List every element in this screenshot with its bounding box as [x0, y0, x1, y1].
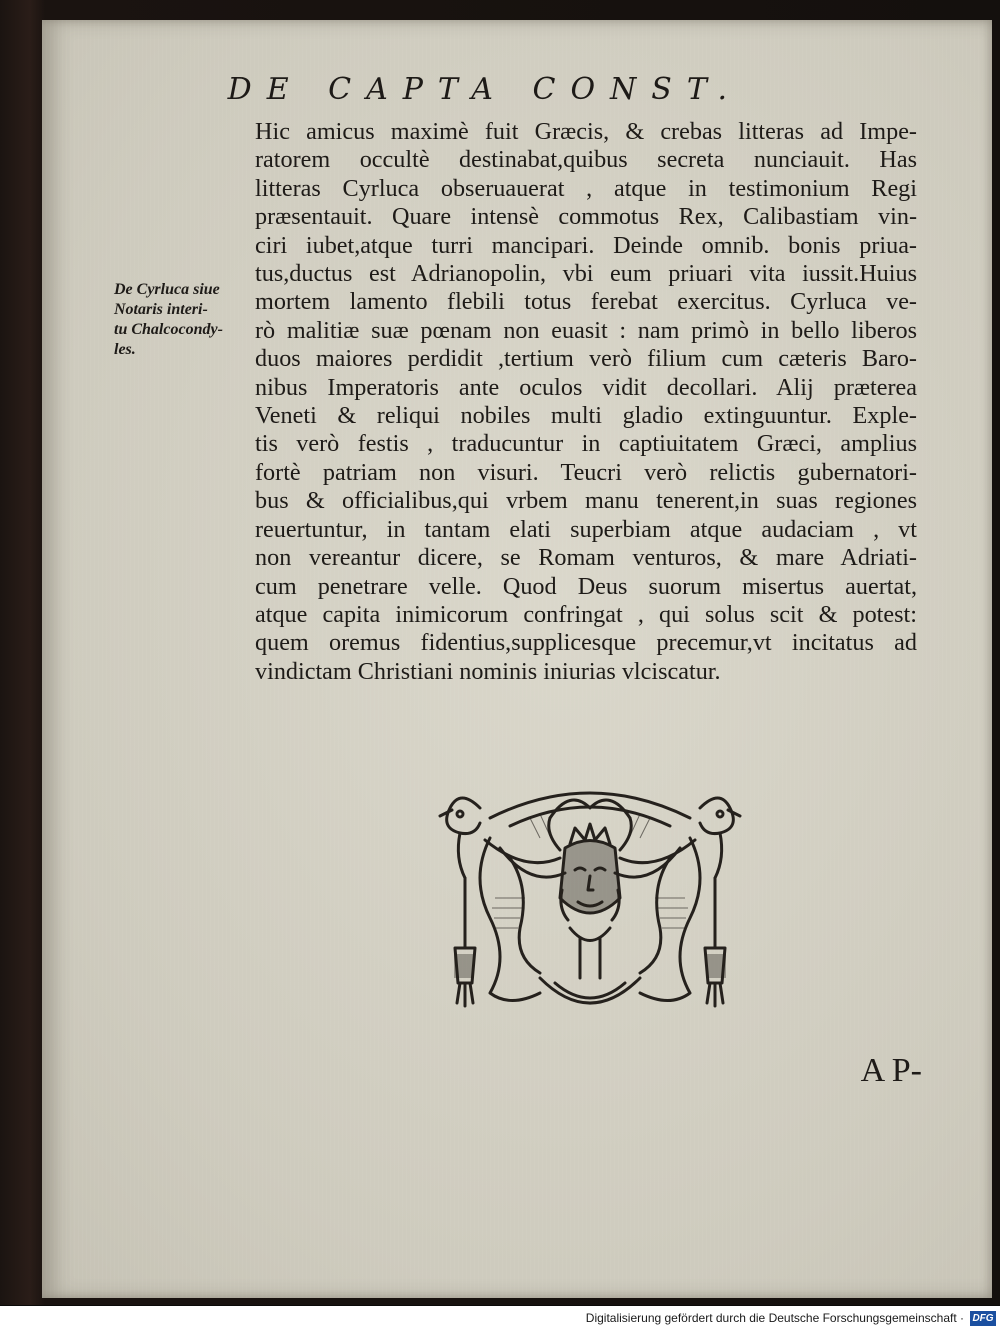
marginal-note-line: les. — [114, 341, 136, 358]
text-line: fortè patriam non visuri. Teucri verò relictis gubernatori- — [255, 458, 917, 486]
text-line: vindictam Christiani nominis iniurias vlciscatur. — [255, 657, 721, 685]
text-line: atque capita inimicorum confringat , qui solus scit & potest: — [255, 600, 917, 628]
text-line: duos maiores perdidit ,tertium verò filium cum cæteris Baro- — [255, 345, 917, 373]
funding-note: Digitalisierung gefördert durch die Deutsche Forschungsgemeinschaft · — [585, 1311, 964, 1325]
marginal-note-line: Notaris interi- — [114, 301, 208, 318]
text-line: bus & officialibus,qui vrbem manu tenerent,in suas regiones — [255, 487, 917, 515]
text-line: tus,ductus est Adrianopolin, vbi eum priuari vita iussit.Huius — [255, 260, 917, 288]
text-line: nibus Imperatoris ante oculos vidit decollari. Alij præterea — [255, 373, 917, 401]
text-line: cum penetrare velle. Quod Deus suorum misertus auertat, — [255, 572, 917, 600]
marginal-note-line: tu Chalcocondy- — [114, 321, 223, 338]
text-line: litteras Cyrluca obseruauerat , atque in testimonium Regi — [255, 174, 917, 202]
book-page — [42, 20, 992, 1298]
text-line: Veneti & reliqui nobiles multi gladio extinguuntur. Exple- — [255, 402, 917, 430]
running-head: DE CAPTA CONST. — [227, 72, 742, 107]
marginal-note — [114, 280, 256, 360]
marginal-note-line: De Cyrluca siue — [114, 281, 220, 298]
body-text — [255, 118, 917, 686]
text-line: præsentauit. Quare intensè commotus Rex, Calibastiam vin- — [255, 203, 917, 231]
text-line: reuertuntur, in tantam elati superbiam atque audaciam , vt — [255, 515, 917, 543]
text-line: ratorem occultè destinabat,quibus secreta nunciauit. Has — [255, 146, 917, 174]
footer-bar — [0, 1306, 1000, 1331]
text-line: Hic amicus maximè fuit Græcis, & crebas litteras ad Impe- — [255, 118, 917, 145]
text-line: mortem lamento flebili totus ferebat exercitus. Cyrluca ve- — [255, 288, 917, 316]
text-line: tis verò festis , traducuntur in captiuitatem Græci, amplius — [255, 430, 917, 458]
text-line: non vereantur dicere, se Romam venturos, & mare Adriati- — [255, 544, 917, 572]
text-line: rò malitiæ suæ pœnam non euasit : nam primò in bello liberos — [255, 316, 917, 344]
text-line: quem oremus fidentius,supplicesque precemur,vt incitatus ad — [255, 629, 917, 657]
catchword: A P- — [860, 1052, 922, 1089]
dfg-logo: DFG — [970, 1311, 996, 1326]
tailpiece-ornament — [430, 778, 750, 1028]
text-line: ciri iubet,atque turri mancipari. Deinde omnib. bonis priua- — [255, 231, 917, 259]
